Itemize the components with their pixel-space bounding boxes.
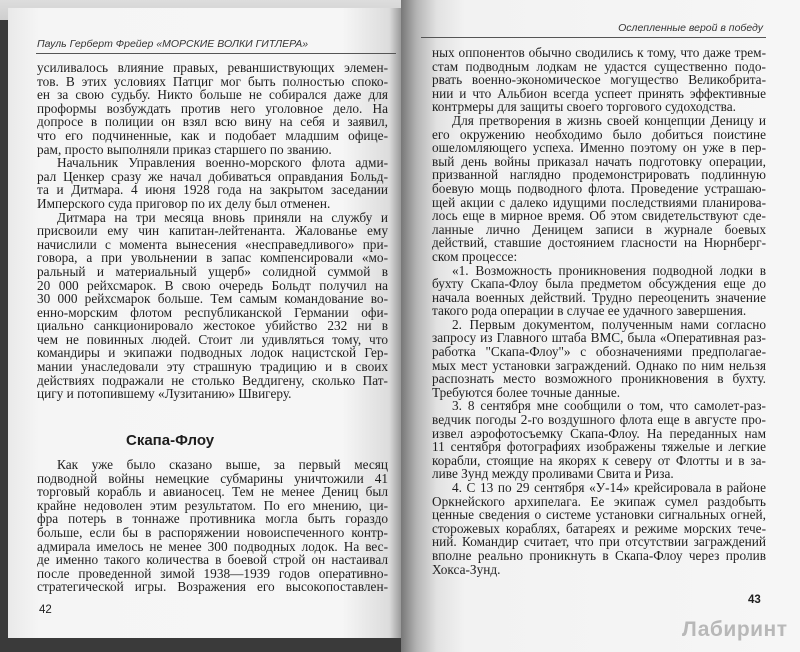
text-line: мании унаследовали эту страшную традицию и в своих	[37, 359, 388, 375]
text-line: бухту Скапа-Флоу была предметом обсуждения еще до	[432, 276, 766, 292]
text-line: Требуются более точные данные.	[432, 384, 621, 400]
text-line: проформы возбуждать против него уголовное дело. На	[37, 100, 388, 116]
text-line: 20 000 рейхсмарок. В свою очередь Больдт получил на	[37, 277, 388, 293]
text-line: извел аэрофотосъемку Скапа-Флоу. На переданных нам	[432, 425, 766, 441]
header-rule	[36, 53, 396, 54]
text-line: рал Ценкер сразу же начал добиваться оправдания Больд-	[37, 168, 388, 184]
text-line: что его подчиненные, как и подобает младшим офице-	[37, 127, 388, 143]
text-line: сторожевых кораблях, батареях и режиме морских тече-	[432, 520, 766, 536]
text-line: подводной войны немецкие субмарины уничтожили 41	[37, 470, 388, 486]
text-line: Для претворения в жизнь своей концепции Деницу и	[452, 112, 766, 128]
text-line: вый день войны приказал начать подготовку операции,	[432, 153, 766, 169]
text-line: фра потерь в тоннаже противника могла быть гораздо	[37, 511, 388, 527]
header-rule	[421, 37, 766, 38]
right-page	[401, 0, 800, 652]
text-line: ральный и материальный ущерб» солидной суммой в	[37, 263, 388, 279]
text-line: 30 000 рейхсмарок больше. Тем самым командование во-	[37, 291, 388, 307]
text-line: 2. Первым документом, полученным нами согласно	[452, 316, 766, 332]
text-line: тов. В этих условиях Патциг мог быть полностью споко-	[37, 73, 388, 89]
text-line: командиры и экипажи подводных лодок нацистской Гер-	[37, 345, 388, 361]
text-line: допросе в полиции он взял всю вину на себя и заявил,	[37, 114, 388, 130]
watermark-logo: Лабиринт	[682, 618, 788, 641]
text-line: крайне недоволен этим результатом. По его мнению, ци-	[37, 497, 388, 513]
text-line: 4. С 13 по 29 сентября «У-14» крейсировала в районе	[452, 480, 766, 495]
text-line: циально санкционировало жестокое убийство 232 ни в	[37, 318, 388, 334]
text-line: запросу из Главного штаба ВМС, была «Оперативная раз-	[432, 330, 766, 346]
text-line: Имперского суда приговор по их делу был отменен.	[37, 195, 331, 211]
text-line: говора, а при увольнении в запас компенсировали «мо-	[37, 250, 388, 266]
text-line: ценные сведения о системе установки сигнальных огней,	[432, 507, 766, 523]
running-head-left: Пауль Герберт Фрейер «МОРСКИЕ ВОЛКИ ГИТЛЕРА»	[37, 38, 309, 50]
text-line: ланные лично Деницем записи в журнале боевых	[432, 221, 766, 237]
text-line: после проведенной зимой 1938—1939 годов оперативно-	[37, 565, 388, 581]
text-line: енно-морским флотом республиканской Германии офи-	[37, 304, 388, 320]
left-page	[8, 8, 401, 638]
text-line: цигу и потопившему «Лузитанию» Швигеру.	[37, 386, 292, 402]
text-line: Дитмара на три месяца вновь приняли на службу и	[57, 209, 388, 225]
text-line: распознать место возможного проникновения в бухту.	[432, 371, 766, 387]
text-line: боевую мощь подводного флота. Проведение устрашаю-	[432, 180, 766, 196]
text-line: больше, если бы в распоряжении новоиспеченного контр-	[37, 524, 388, 540]
text-line: лось еще в мирное время. Об этом свидетельствуют сде-	[432, 208, 766, 224]
text-line: вполне реально проникнуть в Скапа-Флоу через пролив	[432, 547, 766, 563]
text-line: чем не повинных людей. Стоит ли удивляться тому, что	[37, 331, 388, 347]
text-line: контрмеры для защиты своего торгового судоходства.	[432, 99, 736, 115]
text-line: та и Дитмара. 4 июня 1928 года на закрытом заседании	[37, 182, 388, 198]
text-line: такого рода операции в случае ее удачного завершения.	[432, 303, 747, 319]
text-line: нии и что Альбион всегда успеет принять эффективные	[432, 85, 766, 101]
text-line: мых мест установки заграждений. Однако по ним нельзя	[432, 357, 766, 373]
text-line: де именно такого количества в боевой строй он настаивал	[37, 552, 388, 568]
text-line: ведчик погоды 2-го воздушного флота еще в августе про-	[432, 412, 766, 428]
text-line: действий, ставшие достоянием гласности на Нюрнберг-	[432, 235, 766, 251]
text-line: начислили с момента вынесения «несправедливого» при-	[37, 236, 388, 252]
page-number: 43	[748, 594, 761, 606]
text-line: рвать военно-экономическое могущество Великобрита-	[432, 72, 766, 88]
text-line: щей акции с далеко идущими последствиями планирова-	[432, 194, 766, 210]
text-block	[37, 61, 388, 401]
text-line: стратегической игры. Возражения его высокопоставлен-	[37, 579, 388, 595]
section-heading: Скапа-Флоу	[126, 432, 215, 449]
text-line: начала военных действий. Трудно переоценить значение	[432, 289, 766, 305]
text-line: «1. Возможность проникновения подводной лодки в	[452, 262, 766, 278]
text-line: ний. Командир считает, что при отсутствии заграждений	[432, 534, 766, 550]
text-line: торговый корабль и авианосец. Тем не менее Дениц был	[37, 484, 388, 500]
text-block	[37, 458, 388, 594]
text-line: его окружению необходимо было добиться поистине	[432, 126, 766, 142]
text-line: ском процессе:	[432, 248, 518, 264]
text-line: усиливалось влияние правых, реваншиствующих элемен-	[37, 60, 388, 75]
text-line: адмирала имелось не менее 300 подводных лодок. На вес-	[37, 538, 388, 554]
running-head-right: Ослепленные верой в победу	[618, 22, 763, 34]
text-line: Хокса-Зунд.	[432, 561, 501, 577]
text-line: Как уже было сказано выше, за первый месяц	[57, 457, 388, 472]
text-line: рам, просто выполняли приказ старшего по званию.	[37, 141, 332, 157]
text-block	[432, 46, 766, 576]
text-line: 11 сентября фотографиях изображены тяжелые и легкие	[432, 439, 766, 455]
text-line: Оркнейского архипелага. Ее экипаж сумел раздобыть	[432, 493, 766, 509]
page-number: 42	[39, 604, 52, 616]
text-line: корабли, стоящие на якорях к северу от Флотты и в за-	[432, 452, 766, 468]
text-line: ошеломляющего успеха. Именно поэтому он уже в пер-	[432, 140, 766, 156]
text-line: присвоили ему чин капитан-лейтенанта. Жалованье ему	[37, 223, 388, 239]
text-line: стам подводным лодкам не удастся существенно подо-	[432, 58, 766, 74]
text-line: работка "Скапа-Флоу"» с обозначениями предполагае-	[432, 344, 766, 360]
text-line: 3. 8 сентября мне сообщили о том, что самолет-раз-	[452, 398, 766, 414]
text-line: ен за свою судьбу. Никто больше не собирался даже для	[37, 87, 388, 103]
text-line: призванной наглядно продемонстрировать подлинную	[432, 167, 766, 183]
text-line: Начальник Управления военно-морского флота адми-	[57, 155, 388, 171]
text-line: ливе Зунд между проливами Свита и Риза.	[432, 466, 674, 482]
text-line: действиях подражали не столько Веддигену, сколько Пат-	[37, 372, 388, 388]
text-line: ных оппонентов обычно сводились к тому, что даже трем-	[432, 45, 766, 60]
